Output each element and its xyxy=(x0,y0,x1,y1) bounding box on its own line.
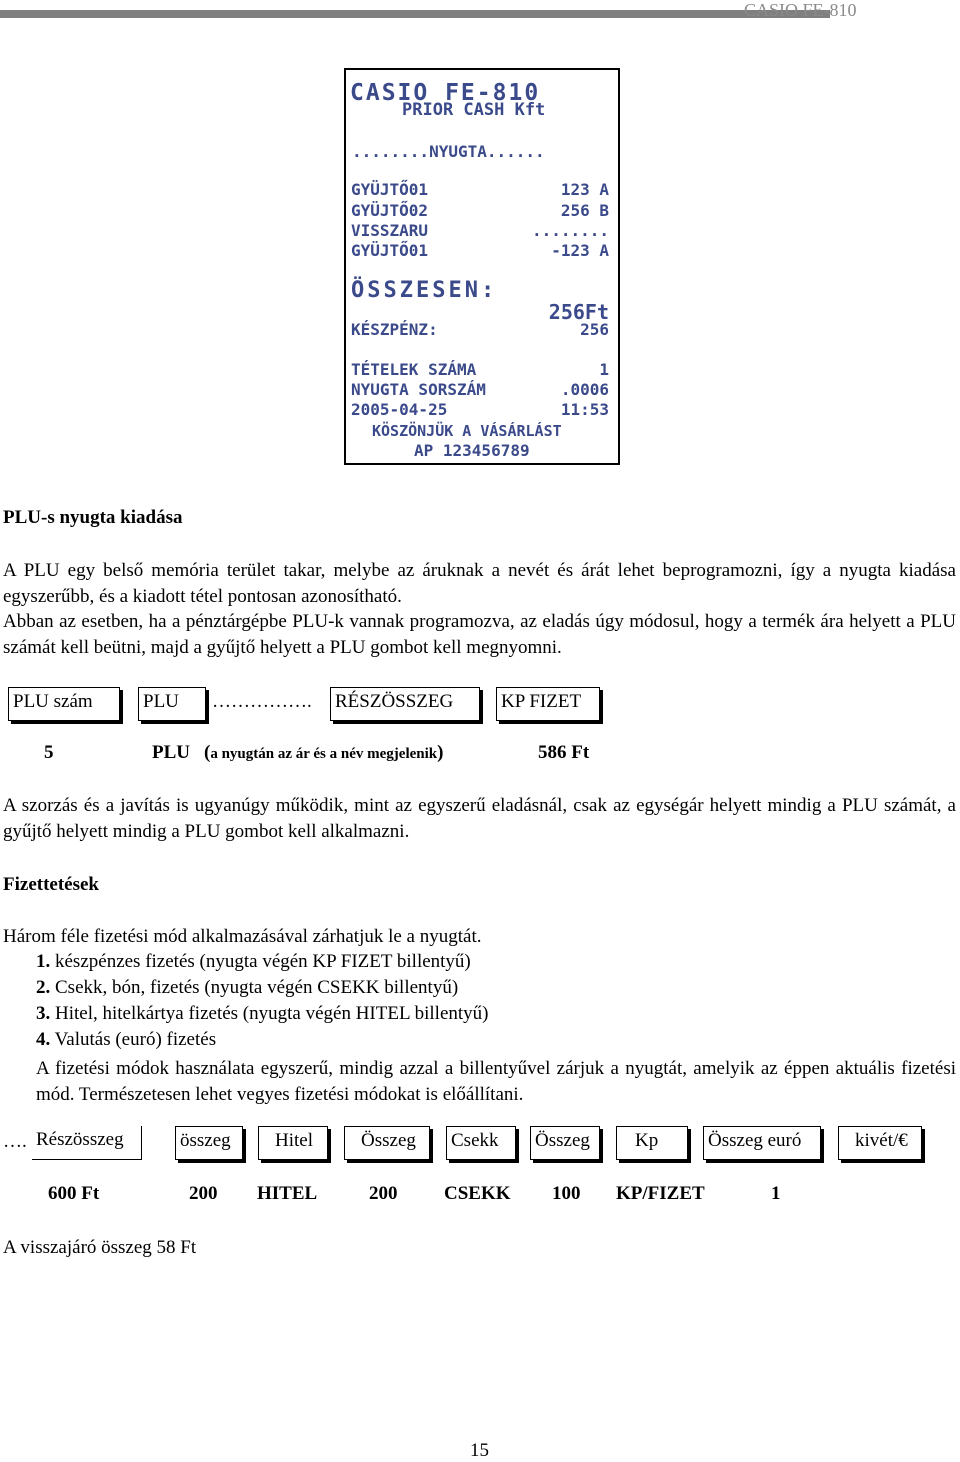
list-text: Valutás (euró) fizetés xyxy=(54,1029,217,1050)
receipt-row-value: -123 A xyxy=(551,241,609,260)
key-plu: PLU xyxy=(138,687,206,721)
list-text: Csekk, bón, fizetés (nyugta végén CSEKK billentyű) xyxy=(55,977,459,998)
plu-example-number: 5 xyxy=(44,742,54,763)
payment-method-item xyxy=(36,1003,489,1025)
receipt-line-brand: CASIO FE-810 xyxy=(350,80,541,106)
payments-intro: Három féle fizetési mód alkalmazásával zárhatjuk le a nyugtát. xyxy=(3,926,482,947)
pay-seq-value: 1 xyxy=(771,1183,781,1204)
payment-method-item xyxy=(36,951,471,973)
plu-example-paren-open: ( xyxy=(204,742,211,763)
pay-seq-value: KP/FIZET xyxy=(616,1183,705,1204)
page-number: 15 xyxy=(470,1440,489,1461)
receipt-ap: AP 123456789 xyxy=(414,441,530,460)
receipt-row-label: GYÜJTŐ01 xyxy=(351,180,429,199)
header-rule xyxy=(0,10,830,18)
receipt-cash-label: KÉSZPÉNZ: xyxy=(351,320,438,339)
receipt-row-value: ........ xyxy=(531,221,609,240)
receipt-cash-value: 256 xyxy=(580,320,609,339)
plu-example-paren-close: ) xyxy=(437,742,444,763)
header-title: CASIO FE-810 xyxy=(744,0,857,20)
plu-example-note xyxy=(204,742,443,764)
key-kp: Kp xyxy=(616,1126,688,1160)
list-number: 4. xyxy=(36,1029,51,1050)
pay-seq-value: 200 xyxy=(369,1183,398,1204)
paragraph-payment-usage: A fizetési módok használata egyszerű, mindig azzal a billentyűvel zárjuk a nyugtát, amelyik az éppen aktuális fizetési mód. Természetesen lehet vegyes fizetési módokat is előállítani. xyxy=(36,1058,956,1105)
paragraph-plu-usage: Abban az esetben, ha a pénztárgépbe PLU-k vannak programozva, az eladás úgy módosul, hogy a termék ára helyett a PLU számát kell beütni, majd a gyűjtő helyett a PLU gombot kell megnyomni. xyxy=(3,611,956,658)
payment-method-item xyxy=(36,1029,216,1051)
list-text: Hitel, hitelkártya fizetés (nyugta végén HITEL billentyű) xyxy=(55,1003,489,1024)
receipt-line-company: PRIOR CASH Kft xyxy=(402,100,546,120)
key-hitel: Hitel xyxy=(258,1126,328,1160)
pay-lead-dots: …. xyxy=(3,1131,27,1152)
key-csekk: Csekk xyxy=(446,1126,516,1160)
pay-seq-value: 200 xyxy=(189,1183,218,1204)
key-dots: ……………. xyxy=(212,691,312,712)
key-reszosszeg-pay: Részösszeg xyxy=(32,1126,142,1160)
key-osszeg-2: Összeg xyxy=(344,1126,430,1160)
paragraph-plu-intro: A PLU egy belső memória terület takar, melybe az áruknak a nevét és árát lehet beprogramozni, így a nyugta kiadása egyszerűbb, és a kiadott tétel pontosan azonosítható. xyxy=(3,560,956,607)
receipt-total-label: ÖSSZESEN: xyxy=(351,278,498,303)
payment-method-item xyxy=(36,977,458,999)
pay-seq-value: 600 Ft xyxy=(48,1183,100,1204)
receipt-row-label: GYÜJTŐ01 xyxy=(351,241,429,260)
list-number: 3. xyxy=(36,1003,51,1024)
pay-seq-value: CSEKK xyxy=(444,1183,511,1204)
key-osszeg-3: Összeg xyxy=(530,1126,600,1160)
plu-example-plu: PLU xyxy=(152,742,190,763)
key-kivet: kivét/€ xyxy=(838,1126,922,1160)
key-kp-fizet: KP FIZET xyxy=(496,687,600,721)
receipt-row-value: 256 B xyxy=(560,201,609,220)
key-reszosszeg: RÉSZÖSSZEG xyxy=(330,687,480,721)
receipt-serial-value: .0006 xyxy=(560,380,609,399)
key-osszeg-1: összeg xyxy=(175,1126,243,1160)
change-amount-text: A visszajáró összeg 58 Ft xyxy=(3,1237,197,1258)
pay-seq-value: HITEL xyxy=(257,1183,318,1204)
section-heading-plu: PLU-s nyugta kiadása xyxy=(3,507,183,528)
list-number: 2. xyxy=(36,977,51,998)
receipt-row-value: 123 A xyxy=(560,180,609,199)
receipt-row-label: GYÜJTŐ02 xyxy=(351,201,429,220)
receipt-row-label: VISSZARU xyxy=(351,221,429,240)
section-heading-payments: Fizettetések xyxy=(3,874,99,895)
receipt-line-nyugta: ........NYUGTA...... xyxy=(352,142,545,161)
receipt-date: 2005-04-25 xyxy=(351,400,448,419)
plu-example-amount: 586 Ft xyxy=(538,742,590,763)
pay-seq-value: 100 xyxy=(552,1183,581,1204)
receipt-items-value: 1 xyxy=(599,360,609,379)
receipt-total-value: 256Ft xyxy=(548,300,609,324)
key-osszeg-euro: Összeg euró xyxy=(703,1126,821,1160)
receipt-image xyxy=(344,68,620,465)
receipt-time: 11:53 xyxy=(560,400,609,419)
receipt-serial-label: NYUGTA SORSZÁM xyxy=(351,380,486,399)
plu-example-note-text: a nyugtán az ár és a név megjelenik xyxy=(210,746,438,762)
paragraph-multiply-correct: A szorzás és a javítás is ugyanúgy működik, mint az egyszerű eladásnál, csak az egységár helyett mindig a PLU számát, a gyűjtő helyett mindig a PLU gombot kell alkalmazni. xyxy=(3,795,956,842)
receipt-items-label: TÉTELEK SZÁMA xyxy=(351,360,477,379)
list-text: készpénzes fizetés (nyugta végén KP FIZET billentyű) xyxy=(55,951,471,972)
receipt-thanks: KÖSZÖNJÜK A VÁSÁRLÁST xyxy=(372,422,562,440)
key-plu-szam: PLU szám xyxy=(8,687,120,721)
list-number: 1. xyxy=(36,951,51,972)
